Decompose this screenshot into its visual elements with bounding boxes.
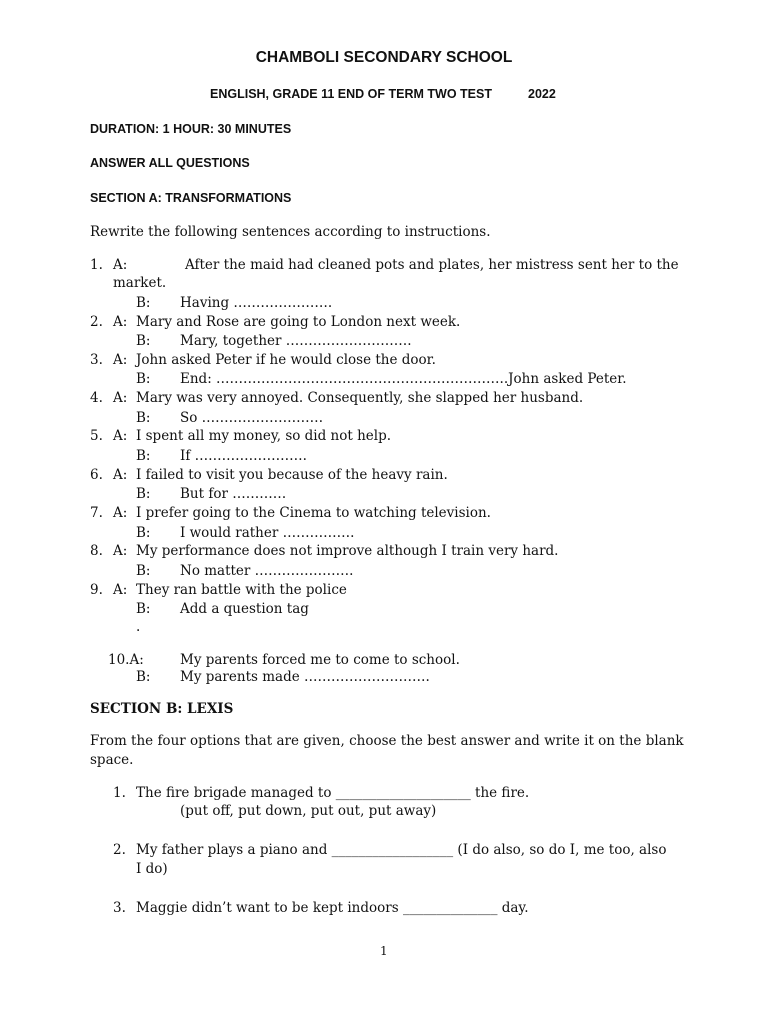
item-a-text: They ran battle with the police (136, 582, 347, 598)
item-a-text: I failed to visit you because of the heavy rain. (136, 467, 448, 483)
item-a-label: A: (113, 390, 128, 406)
item-text: Maggie didn’t want to be kept indoors ______________ day. (136, 900, 529, 916)
item-a-text: I prefer going to the Cinema to watching television. (136, 505, 491, 521)
item-b-text: My parents made ………………………. (180, 669, 430, 685)
item-number: 4. (90, 390, 103, 406)
item-b-label: B: (136, 601, 151, 617)
item-b-text: So ……………………… (180, 410, 324, 426)
item-b-label: B: (136, 525, 151, 541)
answer-all-instruction: ANSWER ALL QUESTIONS (90, 156, 250, 170)
item-b-text: I would rather ……………. (180, 525, 355, 541)
test-year: 2022 (528, 87, 556, 101)
item-text: My father plays a piano and __________________ (I do also, so do I, me too, also (136, 842, 667, 858)
item-number: 7. (90, 505, 103, 521)
item-b-text: Mary, together ………………………. (180, 333, 412, 349)
section-a-heading: SECTION A: TRANSFORMATIONS (90, 191, 292, 205)
page-number: 1 (380, 944, 388, 958)
item-a-text: After the maid had cleaned pots and plates, her mistress sent her to the (185, 257, 679, 273)
item-a-label: A: (113, 582, 128, 598)
item-b-text: But for ………… (180, 486, 287, 502)
item-b-text: No matter …………………. (180, 563, 354, 579)
item-a-label: A: (113, 257, 128, 273)
item-number: 2. (113, 842, 126, 858)
item-b-label: B: (136, 669, 151, 685)
item-number: 6. (90, 467, 103, 483)
section-b-instruction: From the four options that are given, choose the best answer and write it on the blank (90, 733, 684, 749)
item-b-text: If ……………………. (180, 448, 307, 464)
item-b-label: B: (136, 410, 151, 426)
item-b-label: B: (136, 486, 151, 502)
item-b-text: Having …………………. (180, 295, 333, 311)
item-b-label: B: (136, 563, 151, 579)
item-b-label: B: (136, 371, 151, 387)
item-a-text: John asked Peter if he would close the door. (136, 352, 436, 368)
item-a-text: My parents forced me to come to school. (180, 652, 460, 668)
item-text: The fire brigade managed to ____________________ the fire. (136, 785, 530, 801)
item-number: 3. (113, 900, 126, 916)
item-text-cont: I do) (136, 861, 168, 877)
item-a-label: A: (113, 314, 128, 330)
item-b-label: B: (136, 333, 151, 349)
duration: DURATION: 1 HOUR: 30 MINUTES (90, 122, 292, 136)
item-number: 3. (90, 352, 103, 368)
item-a-label: A: (113, 352, 128, 368)
item-number: 1. (90, 257, 103, 273)
school-title: CHAMBOLI SECONDARY SCHOOL (255, 49, 513, 66)
section-a-instruction: Rewrite the following sentences according to instructions. (90, 224, 491, 240)
test-subtitle: ENGLISH, GRADE 11 END OF TERM TWO TEST (210, 87, 492, 101)
item-a-text: Mary was very annoyed. Consequently, she slapped her husband. (136, 390, 584, 406)
item-b-text: End: ………………………………………………………..John asked Peter. (180, 371, 627, 387)
item-b-label: B: (136, 295, 151, 311)
item-number: 2. (90, 314, 103, 330)
item-a-label: A: (113, 543, 128, 559)
item-number: 10.A: (108, 652, 144, 668)
item-b-text: Add a question tag (180, 601, 309, 617)
item-number: 5. (90, 428, 103, 444)
item-number: 1. (113, 785, 126, 801)
item-a-label: A: (113, 428, 128, 444)
item-a-continuation: market. (113, 275, 167, 291)
item-b-label: B: (136, 448, 151, 464)
item-trailing-dot: . (136, 619, 141, 635)
item-a-text: I spent all my money, so did not help. (136, 428, 392, 444)
section-b-instruction-cont: space. (90, 752, 134, 768)
section-b-heading: SECTION B: LEXIS (90, 701, 234, 717)
item-number: 8. (90, 543, 103, 559)
item-number: 9. (90, 582, 103, 598)
item-a-label: A: (113, 467, 128, 483)
item-options: (put off, put down, put out, put away) (180, 803, 437, 819)
item-a-text: Mary and Rose are going to London next week. (136, 314, 461, 330)
item-a-label: A: (113, 505, 128, 521)
item-a-text: My performance does not improve although I train very hard. (136, 543, 559, 559)
